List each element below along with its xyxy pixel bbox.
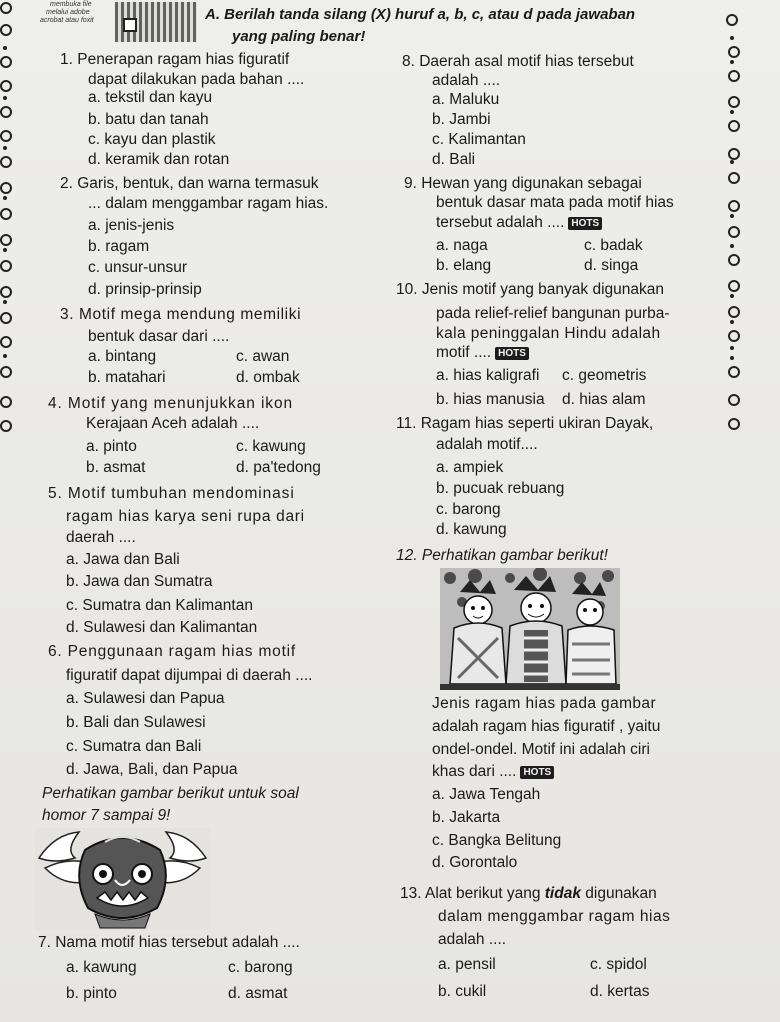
barong-mask-illustration <box>35 828 210 930</box>
q12-option-b[interactable]: b. Jakarta <box>432 809 501 826</box>
q11-option-c[interactable]: c. barong <box>436 501 501 518</box>
q1-option-c[interactable]: c. kayu dan plastik <box>88 131 216 148</box>
q5-stem: 5. Motif tumbuhan mendominasi <box>48 485 295 502</box>
q6-option-b[interactable]: b. Bali dan Sulawesi <box>66 714 206 731</box>
q5-stem-cont2: daerah .... <box>66 529 136 546</box>
q12-stem-cont: Jenis ragam hias pada gambar <box>432 695 657 712</box>
q4-option-c[interactable]: c. kawung <box>236 438 306 455</box>
q4-option-a[interactable]: a. pinto <box>86 438 137 455</box>
q5-option-a[interactable]: a. Jawa dan Bali <box>66 551 180 568</box>
q3-stem-cont: bentuk dasar dari .... <box>88 328 230 345</box>
q13-stem <box>400 884 657 904</box>
q8-stem-cont: adalah .... <box>432 72 501 89</box>
q11-stem-cont: adalah motif.... <box>436 436 538 453</box>
q12-stem-cont4 <box>432 762 554 782</box>
q5-option-d[interactable]: d. Sulawesi dan Kalimantan <box>66 619 258 636</box>
q2-option-d[interactable]: d. prinsip-prinsip <box>88 281 202 298</box>
corner-note-line: membuka file <box>50 1 92 8</box>
q10-stem-text: motif .... <box>436 344 492 361</box>
q10-option-d[interactable]: d. hias alam <box>562 391 646 408</box>
q12-option-d[interactable]: d. Gorontalo <box>432 854 518 871</box>
q13-option-b[interactable]: b. cukil <box>438 983 487 1000</box>
q11-option-d[interactable]: d. kawung <box>436 521 507 538</box>
q10-stem-cont2: kala peninggalan Hindu adalah <box>436 325 661 342</box>
q6-stem: 6. Penggunaan ragam hias motif <box>48 643 297 660</box>
q9-option-b[interactable]: b. elang <box>436 257 492 274</box>
q6-option-c[interactable]: c. Sumatra dan Bali <box>66 738 202 755</box>
q4-stem-cont: Kerajaan Aceh adalah .... <box>86 415 260 432</box>
q2-stem: 2. Garis, bentuk, dan warna termasuk <box>60 175 319 192</box>
q8-option-d[interactable]: d. Bali <box>432 151 476 168</box>
q12-option-c[interactable]: c. Bangka Belitung <box>432 832 562 849</box>
q9-option-c[interactable]: c. badak <box>584 237 643 254</box>
q12-stem-cont3: ondel-ondel. Motif ini adalah ciri <box>432 741 650 758</box>
q2-option-c[interactable]: c. unsur-unsur <box>88 259 188 276</box>
q1-option-a[interactable]: a. tekstil dan kayu <box>88 89 213 106</box>
q3-option-c[interactable]: c. awan <box>236 348 290 365</box>
q1-option-b[interactable]: b. batu dan tanah <box>88 111 209 128</box>
q2-option-b[interactable]: b. ragam <box>88 238 150 255</box>
q7-option-c[interactable]: c. barong <box>228 959 293 976</box>
q13-stem-text: 13. Alat berikut yang <box>400 885 545 902</box>
q9-stem-cont: bentuk dasar mata pada motif hias <box>436 194 674 211</box>
q9-option-d[interactable]: d. singa <box>584 257 639 274</box>
q8-stem: 8. Daerah asal motif hias tersebut <box>402 53 634 70</box>
q1-option-d[interactable]: d. keramik dan rotan <box>88 151 230 168</box>
q6-option-a[interactable]: a. Sulawesi dan Papua <box>66 690 225 707</box>
q4-option-d[interactable]: d. pa'tedong <box>236 459 321 476</box>
q13-stem-cont2: adalah .... <box>438 931 507 948</box>
q7-option-b[interactable]: b. pinto <box>66 985 117 1002</box>
q4-stem: 4. Motif yang menunjukkan ikon <box>48 395 293 412</box>
q5-option-c[interactable]: c. Sumatra dan Kalimantan <box>66 597 253 614</box>
q11-option-b[interactable]: b. pucuak rebuang <box>436 480 565 497</box>
q7-stem: 7. Nama motif hias tersebut adalah .... <box>38 934 300 951</box>
hots-badge: HOTS <box>495 347 529 360</box>
q3-option-b[interactable]: b. matahari <box>88 369 166 386</box>
left-binding-rings <box>0 0 14 1022</box>
q3-option-a[interactable]: a. bintang <box>88 348 157 365</box>
q5-option-b[interactable]: b. Jawa dan Sumatra <box>66 573 213 590</box>
q2-stem-cont: ... dalam menggambar ragam hias. <box>88 195 329 212</box>
figure-instruction: Perhatikan gambar berikut untuk soal <box>42 785 299 802</box>
q10-stem-cont3 <box>436 343 529 363</box>
q6-option-d[interactable]: d. Jawa, Bali, dan Papua <box>66 761 238 778</box>
q11-option-a[interactable]: a. ampiek <box>436 459 504 476</box>
section-instruction-cont: yang paling benar! <box>232 28 366 45</box>
q10-option-a[interactable]: a. hias kaligrafi <box>436 367 540 384</box>
q1-stem: 1. Penerapan ragam hias figuratif <box>60 51 290 68</box>
q5-stem-cont: ragam hias karya seni rupa dari <box>66 508 305 525</box>
q13-stem-emphasis: tidak <box>544 885 581 902</box>
q9-stem-cont2 <box>436 213 602 233</box>
q9-option-a[interactable]: a. naga <box>436 237 488 254</box>
q12-stem-cont2: adalah ragam hias figuratif , yaitu <box>432 718 661 735</box>
q11-stem: 11. Ragam hias seperti ukiran Dayak, <box>396 415 654 432</box>
section-instruction: A. Berilah tanda silang (X) huruf a, b, c, atau d pada jawaban <box>205 6 636 23</box>
q8-option-c[interactable]: c. Kalimantan <box>432 131 526 148</box>
q13-option-d[interactable]: d. kertas <box>590 983 650 1000</box>
q12-option-a[interactable]: a. Jawa Tengah <box>432 786 541 803</box>
hots-badge: HOTS <box>568 217 602 230</box>
q13-option-c[interactable]: c. spidol <box>590 956 647 973</box>
q12-stem-text: khas dari .... <box>432 763 517 780</box>
q10-stem-cont: pada relief-relief bangunan purba- <box>436 305 670 322</box>
q13-stem-text-end: digunakan <box>580 885 657 902</box>
q8-option-a[interactable]: a. Maluku <box>432 91 500 108</box>
q13-option-a[interactable]: a. pensil <box>438 956 496 973</box>
q9-stem-text: tersebut adalah .... <box>436 214 565 231</box>
qr-finder <box>123 18 137 32</box>
q10-stem: 10. Jenis motif yang banyak digunakan <box>396 281 664 298</box>
corner-note-line: acrobat atau foxit <box>40 17 94 24</box>
corner-note-line: melalui adobe <box>46 9 90 16</box>
q8-option-b[interactable]: b. Jambi <box>432 111 491 128</box>
hots-badge: HOTS <box>520 766 554 779</box>
q3-stem: 3. Motif mega mendung memiliki <box>60 306 302 323</box>
ondel-ondel-illustration <box>440 568 620 690</box>
q10-option-b[interactable]: b. hias manusia <box>436 391 545 408</box>
q3-option-d[interactable]: d. ombak <box>236 369 300 386</box>
right-binding-rings <box>726 0 740 1022</box>
q13-stem-cont: dalam menggambar ragam hias <box>438 908 671 925</box>
q7-option-a[interactable]: a. kawung <box>66 959 137 976</box>
q10-option-c[interactable]: c. geometris <box>562 367 647 384</box>
q9-stem: 9. Hewan yang digunakan sebagai <box>404 175 642 192</box>
corner-note <box>40 1 94 25</box>
q2-option-a[interactable]: a. jenis-jenis <box>88 217 175 234</box>
q4-option-b[interactable]: b. asmat <box>86 459 146 476</box>
q6-stem-cont: figuratif dapat dijumpai di daerah .... <box>66 667 313 684</box>
q7-option-d[interactable]: d. asmat <box>228 985 288 1002</box>
q12-stem: 12. Perhatikan gambar berikut! <box>396 547 608 564</box>
figure-instruction-cont: homor 7 sampai 9! <box>42 807 171 824</box>
q1-stem-cont: dapat dilakukan pada bahan .... <box>88 71 305 88</box>
